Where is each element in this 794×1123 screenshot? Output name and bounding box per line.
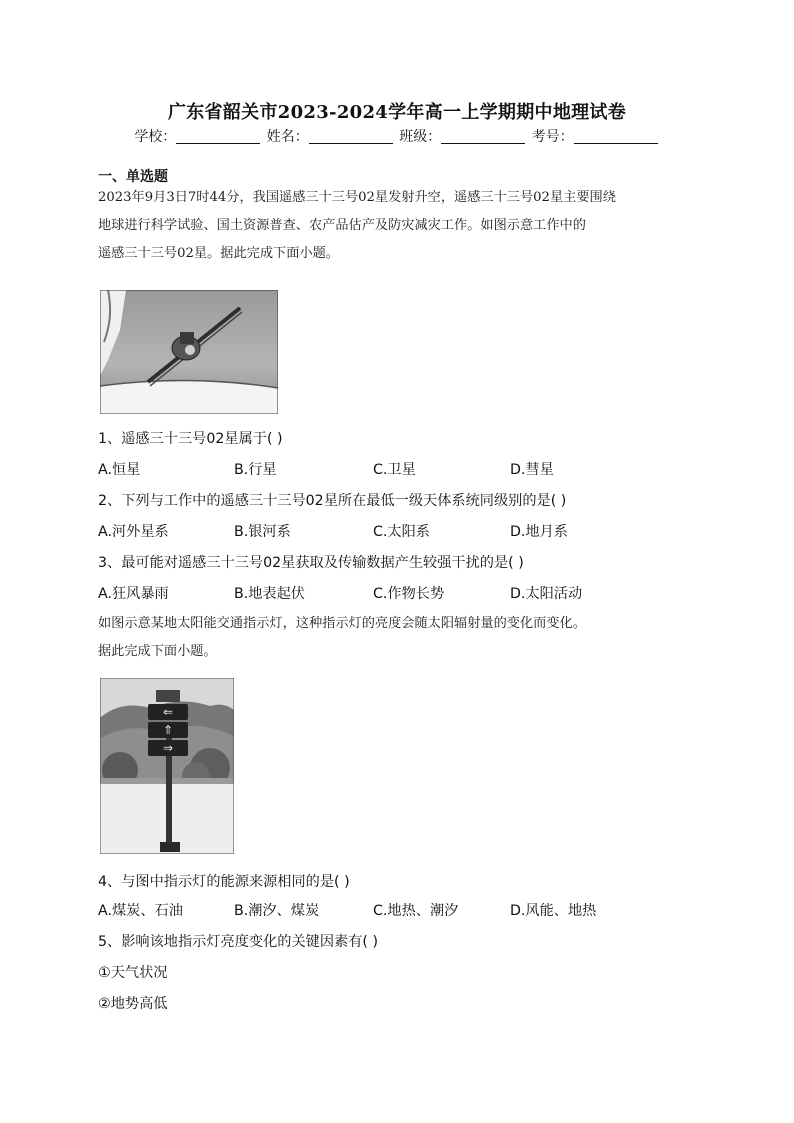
exam-title: 广东省韶关市2023-2024学年高一上学期期中地理试卷 — [167, 102, 627, 123]
question-3-options — [98, 583, 698, 603]
option-c[interactable]: C.地热、潮汐 — [373, 903, 459, 919]
option-a[interactable]: A.恒星 — [98, 462, 141, 478]
option-d[interactable]: D.地月系 — [510, 524, 568, 540]
option-d[interactable]: D.太阳活动 — [510, 586, 583, 602]
question-5-stem: 5、影响该地指示灯亮度变化的关键因素有( ) — [98, 934, 378, 950]
class-label: 班级： — [399, 129, 442, 145]
option-a[interactable]: A.狂风暴雨 — [98, 586, 169, 602]
option-a[interactable]: A.河外星系 — [98, 524, 169, 540]
school-blank[interactable] — [176, 129, 260, 144]
question-4-options — [98, 900, 698, 920]
option-c[interactable]: C.卫星 — [373, 462, 416, 478]
question-3-stem: 3、最可能对遥感三十三号02星获取及传输数据产生较强干扰的是( ) — [98, 555, 524, 571]
exam-number-blank[interactable] — [574, 129, 658, 144]
svg-text:⇐: ⇐ — [162, 705, 174, 719]
question-5-item-1[interactable]: ①天气状况 — [98, 965, 168, 981]
svg-text:⇒: ⇒ — [162, 741, 174, 755]
satellite-photo — [100, 290, 278, 414]
option-d[interactable]: D.彗星 — [510, 462, 554, 478]
option-c[interactable]: C.作物长势 — [373, 586, 445, 602]
svg-text:⇑: ⇑ — [162, 723, 174, 737]
passage-1 — [98, 184, 698, 268]
option-d[interactable]: D.风能、地热 — [510, 903, 597, 919]
option-c[interactable]: C.太阳系 — [373, 524, 430, 540]
option-b[interactable]: B.潮汐、煤炭 — [234, 903, 320, 919]
question-1-stem: 1、遥感三十三号02星属于( ) — [98, 431, 283, 447]
student-info-line — [0, 126, 794, 146]
passage-line: 地球进行科学试验、国土资源普查、农产品估产及防灾减灾工作。如图示意工作中的 — [98, 218, 586, 233]
exam-number-label: 考号： — [531, 129, 574, 145]
option-b[interactable]: B.行星 — [234, 462, 277, 478]
question-5-item-2[interactable]: ②地势高低 — [98, 996, 168, 1012]
option-b[interactable]: B.银河系 — [234, 524, 291, 540]
satellite-photo-graphic — [100, 290, 278, 414]
school-label: 学校： — [134, 129, 177, 145]
passage-line: 如图示意某地太阳能交通指示灯，这种指示灯的亮度会随太阳辐射量的变化而变化。 — [98, 616, 586, 631]
question-1-options — [98, 459, 698, 479]
passage-2 — [98, 610, 698, 666]
passage-line: 遥感三十三号02星。据此完成下面小题。 — [98, 246, 339, 261]
name-label: 姓名： — [266, 129, 309, 145]
traffic-light-photo-graphic — [100, 678, 234, 854]
question-4-stem: 4、与图中指示灯的能源来源相同的是( ) — [98, 874, 350, 890]
name-blank[interactable] — [309, 129, 393, 144]
traffic-light-photo — [100, 678, 234, 854]
option-a[interactable]: A.煤炭、石油 — [98, 903, 183, 919]
question-2-stem: 2、下列与工作中的遥感三十三号02星所在最低一级天体系统同级别的是( ) — [98, 493, 567, 509]
passage-line: 2023年9月3日7时44分，我国遥感三十三号02星发射升空，遥感三十三号02星主要围绕 — [98, 190, 616, 205]
class-blank[interactable] — [441, 129, 525, 144]
section-heading: 一、单选题 — [98, 169, 168, 185]
question-2-options — [98, 521, 698, 541]
option-b[interactable]: B.地表起伏 — [234, 586, 305, 602]
passage-line: 据此完成下面小题。 — [98, 644, 217, 659]
